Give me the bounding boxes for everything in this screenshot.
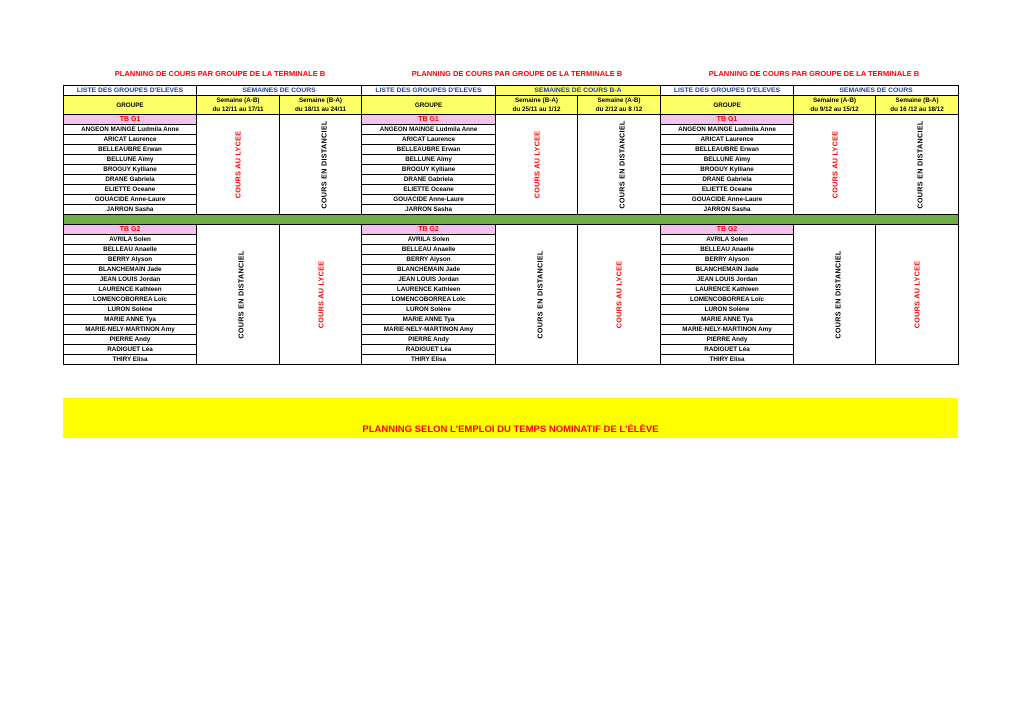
student-name: BROGUY Kylliane <box>64 165 197 175</box>
student-name: ANGEON MAINGE Ludmila Anne <box>661 125 794 135</box>
status-lycee: COURS AU LYCEE <box>233 130 243 198</box>
status-cell <box>876 225 959 365</box>
student-name: DRANE Gabriela <box>661 175 794 185</box>
status-distanciel: COURS EN DISTANCIEL <box>617 119 627 209</box>
student-name: THIRY Elisa <box>661 355 794 365</box>
student-name: JEAN LOUIS Jordan <box>362 275 496 285</box>
student-name: BELLEAUBRE Erwan <box>362 145 496 155</box>
group-label: TB G1 <box>661 115 794 125</box>
student-name: BELLEAUBRE Erwan <box>661 145 794 155</box>
footer-banner <box>63 398 958 438</box>
status-cell <box>876 115 959 215</box>
list-header: LISTE DES GROUPES D'ELEVES <box>661 86 794 96</box>
student-name: BLANCHEMAIN Jade <box>64 265 197 275</box>
student-name: PIERRE Andy <box>64 335 197 345</box>
week-header-cell <box>794 96 876 115</box>
student-name: GOUACIDE Anne-Laure <box>64 195 197 205</box>
student-name: THIRY Elisa <box>362 355 496 365</box>
student-name: ARICAT Laurence <box>661 135 794 145</box>
status-cell <box>794 115 876 215</box>
student-name: ARICAT Laurence <box>64 135 197 145</box>
page-title-3: PLANNING DE COURS PAR GROUPE DE LA TERMINALE B <box>708 69 920 78</box>
student-name: ANGEON MAINGE Ludmila Anne <box>362 125 496 135</box>
header-row-1 <box>64 86 959 96</box>
student-name: THIRY Elisa <box>64 355 197 365</box>
student-name: BELLUNE Aïmy <box>661 155 794 165</box>
status-lycee: COURS AU LYCEE <box>912 260 922 328</box>
student-name: RADIGUET Léa <box>64 345 197 355</box>
week-dates: du 18/11 au 24/11 <box>294 106 347 113</box>
status-cell <box>578 115 661 215</box>
week-dates: du 9/12 au 15/12 <box>810 106 859 113</box>
student-name: BERRY Alyson <box>661 255 794 265</box>
week-header-cell <box>197 96 280 115</box>
week-label: Semaine (A-B) <box>812 97 857 104</box>
student-name: BELLEAU Anaelle <box>64 245 197 255</box>
status-lycee: COURS AU LYCEE <box>316 260 326 328</box>
status-cell <box>496 225 578 365</box>
student-name: BERRY Alyson <box>64 255 197 265</box>
student-name: JARRON Sasha <box>64 205 197 215</box>
student-name: BELLEAUBRE Erwan <box>64 145 197 155</box>
week-label: Semaine (A-B) <box>597 97 641 104</box>
student-name: BLANCHEMAIN Jade <box>362 265 496 275</box>
student-name: MARIE-NELY-MARTINON Amy <box>661 325 794 335</box>
week-header-cell <box>496 96 578 115</box>
weeks-header: SEMAINES DE COURS B-A <box>496 86 661 96</box>
student-name: LAURENCE Kathleen <box>362 285 496 295</box>
student-name: AVRILA Solen <box>64 235 197 245</box>
student-name: LOMENCOBORREA Loïc <box>64 295 197 305</box>
status-lycee: COURS AU LYCEE <box>532 130 542 198</box>
week-label: Semaine (A-B) <box>216 97 260 104</box>
group-label: TB G1 <box>64 115 197 125</box>
status-distanciel: COURS EN DISTANCIEL <box>915 119 925 209</box>
student-name: ELIETTE Oceane <box>362 185 496 195</box>
student-name: ARICAT Laurence <box>362 135 496 145</box>
footer-text: PLANNING SELON L'EMPLOI DU TEMPS NOMINATIF DE L'ÈLÈVE <box>362 424 659 435</box>
student-name: MARIE ANNE Tya <box>362 315 496 325</box>
status-lycee: COURS AU LYCEE <box>614 260 624 328</box>
student-name: MARIE-NELY-MARTINON Amy <box>64 325 197 335</box>
status-cell <box>197 115 280 215</box>
week-label: Semaine (B-A) <box>514 97 559 104</box>
student-name: BERRY Alyson <box>362 255 496 265</box>
student-name: JARRON Sasha <box>661 205 794 215</box>
status-cell <box>496 115 578 215</box>
student-name: GOUACIDE Anne-Laure <box>362 195 496 205</box>
student-name: MARIE-NELY-MARTINON Amy <box>362 325 496 335</box>
page-title-2: PLANNING DE COURS PAR GROUPE DE LA TERMINALE B <box>411 69 623 78</box>
weeks-header: SEMAINES DE COURS <box>197 86 362 96</box>
student-name: DRANE Gabriela <box>64 175 197 185</box>
header-row-2 <box>64 96 959 115</box>
student-name: ELIETTE Oceane <box>64 185 197 195</box>
student-name: BROGUY Kylliane <box>362 165 496 175</box>
group-label: TB G1 <box>362 115 496 125</box>
weeks-header: SEMAINES DE COURS <box>794 86 959 96</box>
separator-cell <box>64 215 959 225</box>
student-name: GOUACIDE Anne-Laure <box>661 195 794 205</box>
status-lycee: COURS AU LYCEE <box>830 130 840 198</box>
week-label: Semaine (B-A) <box>298 97 343 104</box>
planning-table <box>63 85 959 365</box>
student-name: DRANE Gabriela <box>362 175 496 185</box>
student-name: LURON Solène <box>64 305 197 315</box>
week-dates: du 12/11 au 17/11 <box>212 106 264 113</box>
list-header: LISTE DES GROUPES D'ELEVES <box>362 86 496 96</box>
status-distanciel: COURS EN DISTANCIEL <box>319 119 329 209</box>
student-name: LOMENCOBORREA Loïc <box>362 295 496 305</box>
group-label-row <box>64 225 959 235</box>
student-name: BROGUY Kylliane <box>661 165 794 175</box>
status-cell <box>578 225 661 365</box>
week-header-cell <box>876 96 959 115</box>
student-name: RADIGUET Léa <box>661 345 794 355</box>
status-distanciel: COURS EN DISTANCIEL <box>236 249 246 339</box>
group-column-header: GROUPE <box>362 96 496 115</box>
week-header-cell <box>578 96 661 115</box>
group-separator <box>64 215 959 225</box>
student-name: ELIETTE Oceane <box>661 185 794 195</box>
page-title-1: PLANNING DE COURS PAR GROUPE DE LA TERMINALE B <box>114 69 326 78</box>
student-name: MARIE ANNE Tya <box>64 315 197 325</box>
group-label: TB G2 <box>362 225 496 235</box>
week-dates: du 25/11 au 1/12 <box>512 106 561 113</box>
student-name: PIERRE Andy <box>362 335 496 345</box>
student-name: BELLUNE Aïmy <box>64 155 197 165</box>
status-cell <box>794 225 876 365</box>
group-column-header: GROUPE <box>64 96 197 115</box>
student-name: LAURENCE Kathleen <box>661 285 794 295</box>
student-name: LURON Solène <box>362 305 496 315</box>
status-distanciel: COURS EN DISTANCIEL <box>535 249 545 339</box>
student-name: JEAN LOUIS Jordan <box>661 275 794 285</box>
student-name: LURON Solène <box>661 305 794 315</box>
week-dates: du 16 /12 au 18/12 <box>890 106 944 113</box>
student-name: AVRILA Solen <box>661 235 794 245</box>
group-label: TB G2 <box>661 225 794 235</box>
student-name: BELLUNE Aïmy <box>362 155 496 165</box>
student-name: ANGEON MAINGE Ludmila Anne <box>64 125 197 135</box>
group-column-header: GROUPE <box>661 96 794 115</box>
student-name: PIERRE Andy <box>661 335 794 345</box>
student-name: LAURENCE Kathleen <box>64 285 197 295</box>
status-cell <box>280 115 362 215</box>
student-name: RADIGUET Léa <box>362 345 496 355</box>
status-distanciel: COURS EN DISTANCIEL <box>833 249 843 339</box>
student-name: BELLEAU Anaelle <box>661 245 794 255</box>
student-name: MARIE ANNE Tya <box>661 315 794 325</box>
student-name: LOMENCOBORREA Loïc <box>661 295 794 305</box>
status-cell <box>280 225 362 365</box>
student-name: JEAN LOUIS Jordan <box>64 275 197 285</box>
student-name: BELLEAU Anaelle <box>362 245 496 255</box>
list-header: LISTE DES GROUPES D'ELEVES <box>64 86 197 96</box>
group-label: TB G2 <box>64 225 197 235</box>
student-name: BLANCHEMAIN Jade <box>661 265 794 275</box>
group-label-row <box>64 115 959 125</box>
week-header-cell <box>280 96 362 115</box>
status-cell <box>197 225 280 365</box>
student-name: AVRILA Solen <box>362 235 496 245</box>
week-label: Semaine (B-A) <box>895 97 939 104</box>
student-name: JARRON Sasha <box>362 205 496 215</box>
week-dates: du 2/12 au 8 /12 <box>595 106 643 113</box>
